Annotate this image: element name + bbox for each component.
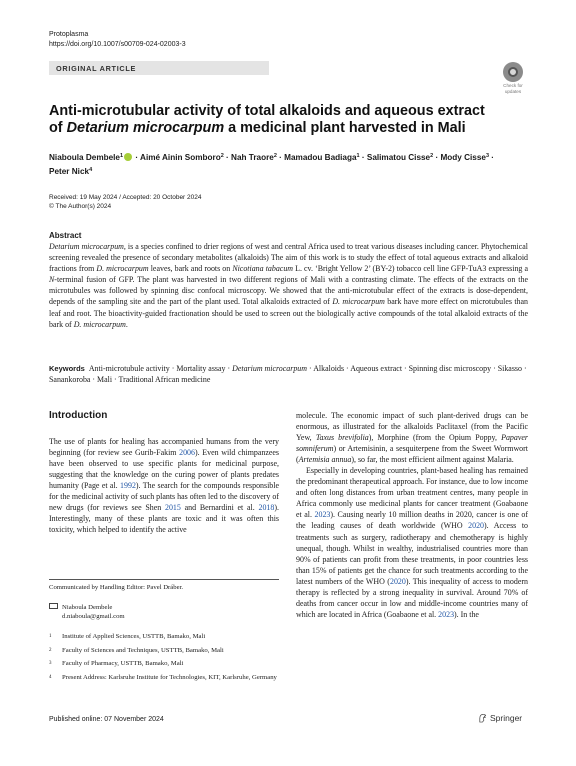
article-dates <box>49 193 202 211</box>
author-name[interactable]: Salimatou Cisse <box>366 153 431 162</box>
species-name: D. microcarpum <box>96 264 149 274</box>
species-name: Detarium microcarpum <box>49 242 124 251</box>
author-name[interactable]: Mody Cisse <box>440 153 486 162</box>
footnote-divider <box>49 579 279 580</box>
right-column-body <box>296 410 528 620</box>
author-name[interactable]: Mamadou Badiaga <box>284 153 357 162</box>
body-text: Especially in developing countries, plant-based healing has remained the predominant therapeutical approach. For instance, due to low income and often long distances from urban treatment centres, many people in Africa commonly use medicinal plants for cancer treatment (Goabaone et al. <box>296 466 528 520</box>
communicated-by: Communicated by Handling Editor: Pavel Dráber. <box>49 584 184 591</box>
check-for-updates-badge[interactable] <box>498 62 528 94</box>
keywords <box>49 363 528 385</box>
affiliation-item <box>49 632 279 641</box>
affiliation-number: 2 <box>49 647 52 653</box>
affiliation-number: 4 <box>49 675 52 681</box>
author-affil-sup: 2 <box>273 153 277 159</box>
body-text: ). The search for the compounds responsible for the medicinal activity of such plants has often led to the discovery of new drugs (for reviews see Shen <box>49 481 279 513</box>
intro-paragraph <box>296 465 528 620</box>
springer-horse-icon <box>478 713 487 723</box>
species-name: Nicotiana tabacum <box>232 264 294 274</box>
publisher-logo[interactable] <box>478 713 522 723</box>
species-name: D. microcarpum <box>73 319 126 329</box>
introduction-heading: Introduction <box>49 410 108 421</box>
species-name: Taxus brevifolia <box>315 433 369 443</box>
body-text: ). Interestingly, many of these plants are toxic and it was often this toxicity, which helped to identify the active <box>49 503 279 535</box>
article-type-label: ORIGINAL ARTICLE <box>49 61 269 75</box>
title-species-italic: Detarium microcarpum <box>66 119 225 136</box>
italic-term: N <box>49 275 55 285</box>
citation-link[interactable]: 2006 <box>179 448 195 458</box>
check-for-updates-line2: updates <box>504 89 522 95</box>
abstract-text: leaves, bark and roots on <box>148 264 233 274</box>
intro-paragraph <box>49 436 279 535</box>
body-text: ). Even wild chimpanzees have been observed to use specific plants for medicinal purpose, suggesting that the knowledge on the curing power of plants predates humanity (Page et al. <box>49 448 279 491</box>
author-affil-sup: 3 <box>485 153 490 159</box>
affiliation-item <box>49 673 279 682</box>
affiliation-text: Present Address: Karlsruhe Institute for Technologies, KIT, Karlsruhe, Germany <box>62 674 277 682</box>
title-line2-prefix: of <box>49 119 67 136</box>
affiliation-item <box>49 659 279 668</box>
contact-name: Niaboula Dembele <box>62 604 113 611</box>
species-name: Papaver somniferum <box>296 433 528 454</box>
body-text: ), Morphine (from the Opium Poppy, <box>368 433 502 443</box>
journal-name: Protoplasma <box>49 31 89 38</box>
affiliation-number: 3 <box>49 661 52 667</box>
doi-link[interactable]: https://doi.org/10.1007/s00709-024-02003-3 <box>49 40 186 48</box>
species-name: D. microcarpum <box>332 297 385 307</box>
body-text: ), so far, the most efficient ailment against Malaria. <box>351 455 514 465</box>
keywords-label: Keywords <box>49 364 85 373</box>
author-affil-sup: 4 <box>89 167 93 173</box>
body-text: ). In the <box>454 609 479 619</box>
check-for-updates-icon <box>503 62 523 82</box>
author-name[interactable]: Aimé Ainin Somboro <box>140 153 221 162</box>
corresponding-author <box>49 603 125 621</box>
author-affil-sup: 1 <box>119 153 124 159</box>
check-for-updates-line1: Check for <box>503 83 523 88</box>
affiliation-text: Faculty of Sciences and Techniques, USTTB, Bamako, Mali <box>62 646 224 654</box>
abstract-text: bark have more effect on microtubules than leaf and root. The bioactivity-guided fractionation should be used to screen out the biologically active compounds of the total alkaloid extracts of the bark of <box>49 297 528 329</box>
left-column-body <box>49 436 279 535</box>
published-online: Published online: 07 November 2024 <box>49 716 164 723</box>
affiliation-text: Faculty of Pharmacy, USTTB, Bamako, Mali <box>62 660 184 668</box>
orcid-icon[interactable] <box>124 153 132 161</box>
citation-link[interactable]: 2015 <box>164 503 181 513</box>
author-affil-sup: 1 <box>356 153 360 159</box>
affiliation-text: Institute of Applied Sciences, USTTB, Bamako, Mali <box>62 633 206 640</box>
affiliation-number: 1 <box>49 634 52 639</box>
author-name[interactable]: Nah Traore <box>231 153 274 162</box>
contact-email[interactable]: d.niaboula@gmail.com <box>62 613 125 620</box>
abstract-text: . <box>125 319 128 329</box>
citation-link[interactable]: 2020 <box>389 576 406 586</box>
author-name[interactable]: Niaboula Dembele <box>49 153 120 162</box>
citation-link[interactable]: 1992 <box>120 481 136 491</box>
citation-link[interactable]: 2023 <box>438 609 455 619</box>
received-accepted: Received: 19 May 2024 / Accepted: 20 October 2024 <box>49 194 202 201</box>
journal-header <box>49 30 186 49</box>
author-name[interactable]: Peter Nick <box>49 167 90 176</box>
abstract-text: -terminal fusion of GFP. The plant was harvested in two different regions of Mali with a contrasting climate. The effects of the extracts on the microtubules was followed by spinning disc confocal microscopy. We showed that the anti-microtubular effect of the extracts is dose-dependent, depends of the sampling site and the part of the plant used. Total alkaloids extracted of <box>49 275 528 307</box>
publisher-name: Springer <box>490 713 523 723</box>
abstract-text: , is a species confined to drier regions of west and central Africa used to treat various diseases including cancer. Phytochemical screening revealed the presence of secondary metabolites (alkaloids) The aim of this work is to study the effect of total aqueous extracts and alkaloid fractions from <box>49 242 528 274</box>
title-line2-suffix: a medicinal plant harvested in Mali <box>224 119 466 136</box>
author-affil-sup: 2 <box>430 153 434 159</box>
title-line1: Anti-microtubular activity of total alkaloids and aqueous extract <box>49 103 485 119</box>
species-name: Artemisia annua <box>298 455 352 465</box>
citation-link[interactable]: 2023 <box>314 510 331 520</box>
intro-paragraph <box>296 410 528 465</box>
abstract-body <box>49 241 528 330</box>
affiliation-item <box>49 646 279 655</box>
body-text: ). This inequality of access to modern therapy is reflected by a strong inequality in survival. Around 70% of deaths from cancer occur in low and middle-income countries many of which are located in Africa (Goabaone et al. <box>296 576 529 619</box>
envelope-icon <box>49 603 58 609</box>
abstract-text: L. cv. ‘Bright Yellow 2’ (BY-2) tobacco cell line GFP-TuA3 expressing a <box>293 264 528 274</box>
author-list: Niaboula Dembele$^1$ · Aimé Ainin Somboro$^2$ · Nah Traore$^2$ · Mamadou Badiaga$^1$ · Salimatou Cisse$^2$ · Mody Cisse$^3$ · Peter Nick$^4$ <box>49 153 495 176</box>
body-text: The use of plants for healing has accompanied humans from the very beginning (for review see Gurib-Fakim <box>49 437 279 458</box>
citation-link[interactable]: 2020 <box>468 521 485 531</box>
keyword-species: Detarium microcarpum <box>232 364 308 373</box>
affiliation-list <box>49 632 279 687</box>
keywords-text: Anti-microtubule activity · Mortality assay · <box>88 364 233 373</box>
citation-link[interactable]: 2018 <box>258 503 275 513</box>
abstract-heading: Abstract <box>49 231 82 240</box>
body-text: molecule. The economic impact of such plant-derived drugs can be enormous, as illustrated for the alkaloids Paclitaxel (from the Pacific Yew, <box>296 411 528 443</box>
keywords-text: · Alkaloids · Aqueous extract · Spinning disc microscopy · Sikasso · Sanankoroba · Mali · Traditional African medicine <box>49 364 527 385</box>
body-text: ). Causing nearly 10 million deaths in 2020, cancer is one of the leading causes of death worldwide (WHO <box>296 510 528 531</box>
body-text: ) or Artemisinin, a sesquiterpene from the Sweet Wormwort ( <box>296 444 528 465</box>
author-affil-sup: 2 <box>220 153 224 159</box>
article-title <box>49 103 519 136</box>
body-text: and Bernardini et al. <box>180 503 259 513</box>
body-text: ). Access to treatments such as surgery, radiotherapy and chemotherapy is highly unequal, though. Whilst in wealthy, industrialised countries more than 90% of patients can profit from these treatments, in poor countries less than 15% of patients get the chance for such treatments according to the latest numbers of the WHO ( <box>296 521 529 586</box>
copyright: © The Author(s) 2024 <box>49 203 112 210</box>
